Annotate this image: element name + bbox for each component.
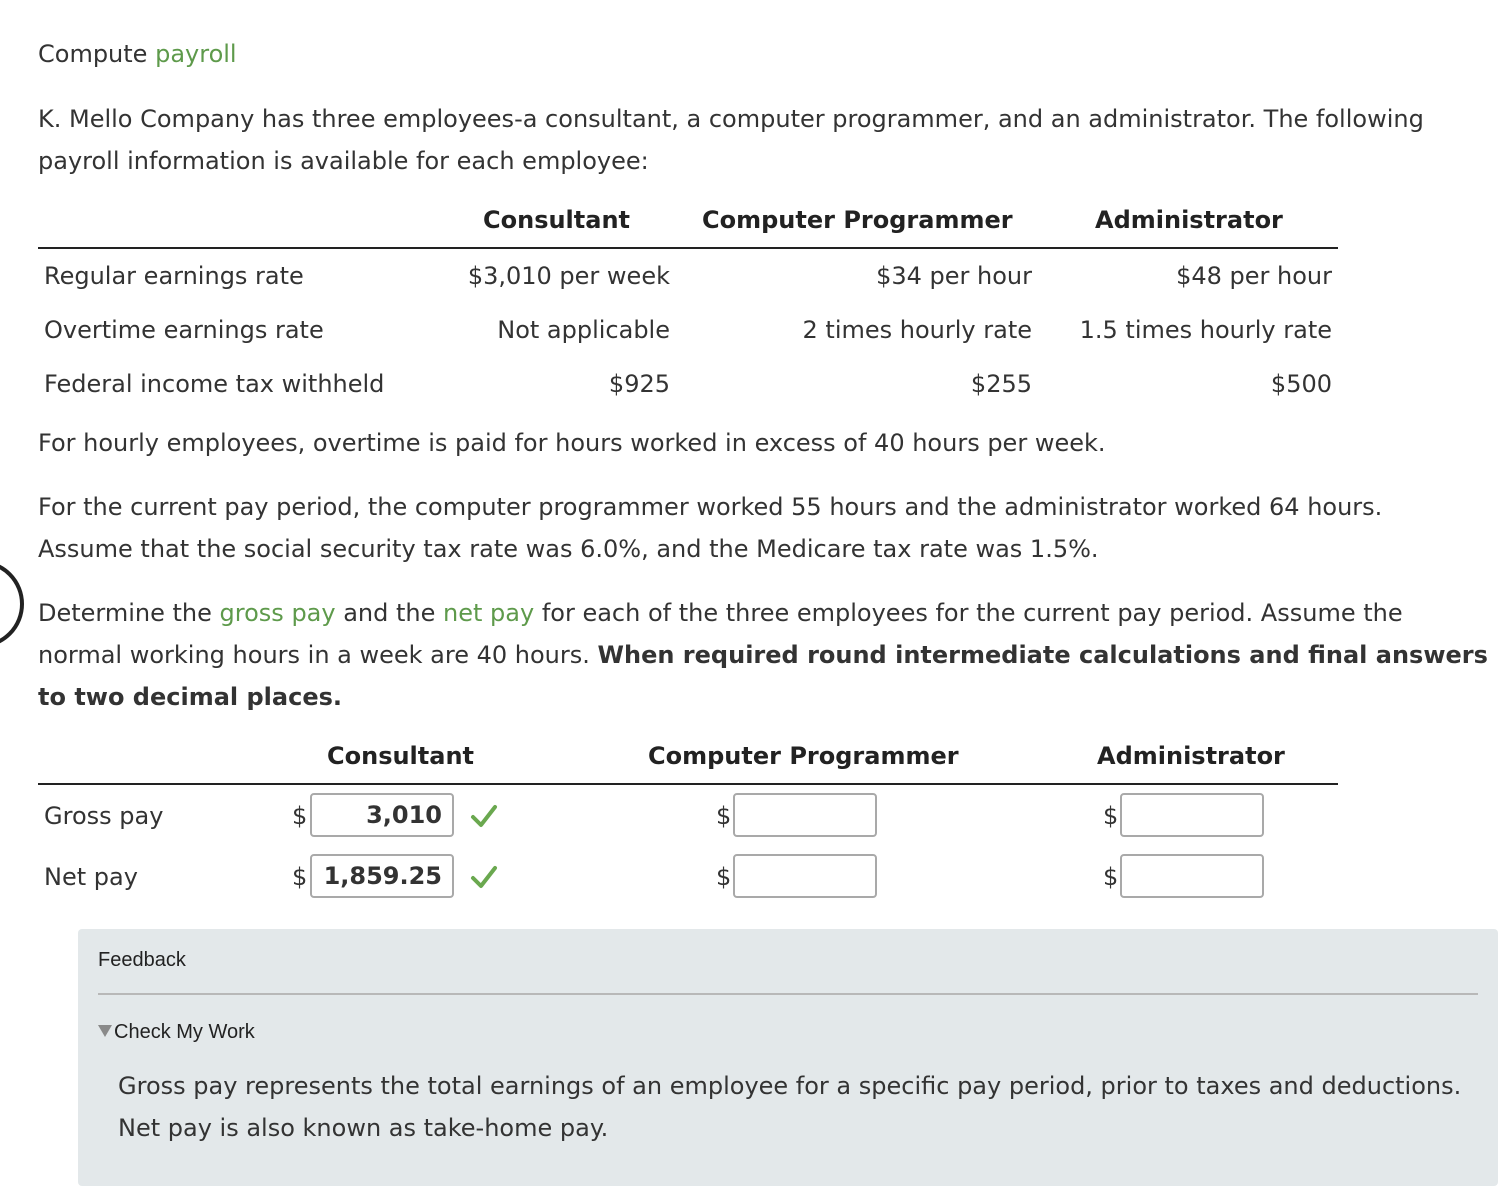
feedback-text-line-2: Net pay is also known as take-home pay. — [118, 1114, 609, 1142]
currency-symbol: $ — [1103, 802, 1119, 830]
info-table-rule — [38, 247, 1338, 249]
info-header-consultant: Consultant — [483, 206, 631, 234]
info-cell-administrator: $48 per hour — [1176, 262, 1332, 290]
info-header-administrator: Administrator — [1095, 206, 1283, 234]
info-cell-administrator: 1.5 times hourly rate — [1079, 316, 1332, 344]
answer-header-programmer: Computer Programmer — [648, 742, 959, 770]
info-cell-administrator: $500 — [1270, 370, 1332, 398]
currency-symbol: $ — [292, 802, 308, 830]
edge-circle-decoration — [0, 560, 24, 648]
instructions-line-2 — [38, 634, 1488, 676]
administrator-net-pay-input[interactable] — [1120, 854, 1264, 898]
currency-symbol: $ — [716, 802, 732, 830]
intro-paragraph — [38, 98, 1424, 182]
info-cell-consultant: $3,010 per week — [467, 262, 670, 290]
intro-line-1: K. Mello Company has three employees-a consultant, a computer programmer, and an administrator. The following — [38, 105, 1424, 133]
currency-symbol: $ — [1103, 863, 1119, 891]
consultant-net-pay-input[interactable] — [310, 854, 454, 898]
net-pay-label: Net pay — [44, 863, 138, 891]
instructions-text: for each of the three employees for the current pay period. Assume the — [534, 599, 1403, 627]
info-row-label: Overtime earnings rate — [44, 316, 324, 344]
instructions-paragraph — [38, 592, 1488, 718]
currency-symbol: $ — [716, 863, 732, 891]
answer-table-rule — [38, 783, 1338, 785]
programmer-gross-pay-input[interactable] — [733, 793, 877, 837]
answer-header-administrator: Administrator — [1097, 742, 1285, 770]
feedback-text — [118, 1065, 1461, 1149]
intro-line-2: payroll information is available for each employee: — [38, 147, 649, 175]
info-cell-programmer: 2 times hourly rate — [802, 316, 1032, 344]
check-icon — [470, 802, 498, 830]
net-pay-link[interactable]: net pay — [443, 599, 535, 627]
title-prefix: Compute — [38, 40, 156, 68]
feedback-panel — [78, 929, 1498, 1186]
period-line-1: For the current pay period, the computer programmer worked 55 hours and the administrator worked 64 hours. — [38, 493, 1383, 521]
overtime-note: For hourly employees, overtime is paid for hours worked in excess of 40 hours per week. — [38, 429, 1106, 457]
payroll-link[interactable]: payroll — [155, 40, 237, 68]
page-title — [38, 40, 237, 68]
instructions-text: and the — [335, 599, 444, 627]
info-cell-consultant: $925 — [608, 370, 670, 398]
period-paragraph — [38, 486, 1382, 570]
info-cell-consultant: Not applicable — [497, 316, 670, 344]
feedback-text-line-1: Gross pay represents the total earnings of an employee for a specific pay period, prior to taxes and deductions. — [118, 1072, 1462, 1100]
info-cell-programmer: $34 per hour — [876, 262, 1032, 290]
check-my-work-toggle[interactable] — [98, 1021, 255, 1044]
info-row-label: Federal income tax withheld — [44, 370, 385, 398]
instructions-bold: to two decimal places. — [38, 683, 343, 711]
programmer-net-pay-input[interactable] — [733, 854, 877, 898]
check-my-work-label: Check My Work — [114, 1021, 255, 1043]
gross-pay-link[interactable]: gross pay — [219, 599, 336, 627]
period-line-2: Assume that the social security tax rate was 6.0%, and the Medicare tax rate was 1.5%. — [38, 535, 1099, 563]
gross-pay-label: Gross pay — [44, 802, 164, 830]
info-cell-programmer: $255 — [970, 370, 1032, 398]
caret-down-icon — [98, 1025, 112, 1037]
administrator-gross-pay-input[interactable] — [1120, 793, 1264, 837]
check-icon — [470, 863, 498, 891]
instructions-text: normal working hours in a week are 40 hours. — [38, 641, 598, 669]
feedback-divider — [98, 993, 1478, 995]
info-header-programmer: Computer Programmer — [702, 206, 1013, 234]
info-row-label: Regular earnings rate — [44, 262, 304, 290]
instructions-line-3 — [38, 676, 1488, 718]
currency-symbol: $ — [292, 863, 308, 891]
instructions-line-1 — [38, 592, 1488, 634]
answer-header-consultant: Consultant — [327, 742, 475, 770]
instructions-text: Determine the — [38, 599, 220, 627]
feedback-title: Feedback — [98, 949, 186, 971]
consultant-gross-pay-input[interactable] — [310, 793, 454, 837]
instructions-bold: When required round intermediate calculations and final answers — [597, 641, 1488, 669]
